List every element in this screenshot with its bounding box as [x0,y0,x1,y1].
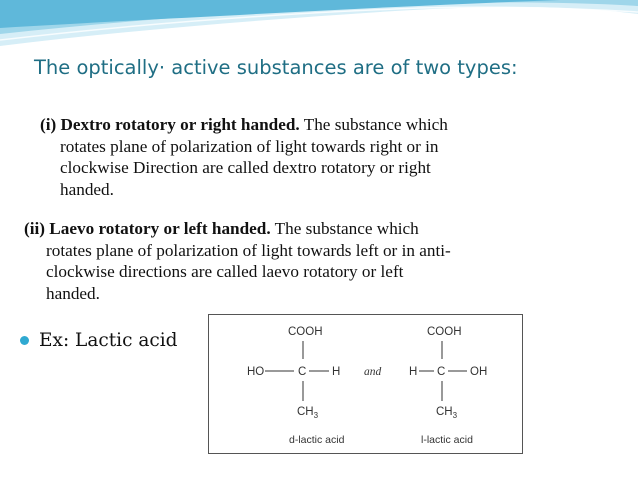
dextro-heading: (i) Dextro rotatory or right handed. [40,115,300,134]
d-left-group: HO [247,366,265,378]
slide-title: The optically· active substances are of two types: [34,56,518,79]
l-left-group: H [409,366,418,378]
laevo-heading: (ii) Laevo rotatory or left handed. [24,219,271,238]
example-label: Ex: Lactic acid [39,330,178,351]
l-right-group: OH [470,366,488,378]
l-top-group: COOH [427,326,462,338]
laevo-line-1: (ii) Laevo rotatory or left handed. The substance which [24,219,419,238]
laevo-line-3: clockwise directions are called laevo rotatory or left [46,262,404,281]
bullet-dot-icon [20,336,29,345]
d-top-group: COOH [288,326,323,338]
laevo-line-4: handed. [46,283,100,303]
and-connector: and [364,366,382,378]
d-right-group: H [332,366,341,378]
laevo-line-2: rotates plane of polarization of light towards left or in anti- [46,240,451,260]
d-caption: d-lactic acid [289,434,345,446]
d-bottom-group: $CH_3$ [297,406,319,420]
dextro-line-2: rotates plane of polarization of light towards right or in [60,136,439,156]
l-caption: l-lactic acid [421,434,473,446]
laevo-paragraph [24,218,614,304]
example-bullet [20,330,177,351]
lactic-acid-structures [209,315,522,453]
dextro-line-1: (i) Dextro rotatory or right handed. The substance which [40,115,448,134]
dextro-line-3: clockwise Direction are called dextro rotatory or right [60,158,431,177]
dextro-line-4: handed. [60,179,114,199]
lactic-acid-figure [208,314,523,454]
d-center-atom: C [298,366,307,378]
dextro-paragraph [40,114,610,200]
l-center-atom: C [437,366,446,378]
l-bottom-group: $CH_3$ [436,406,458,420]
